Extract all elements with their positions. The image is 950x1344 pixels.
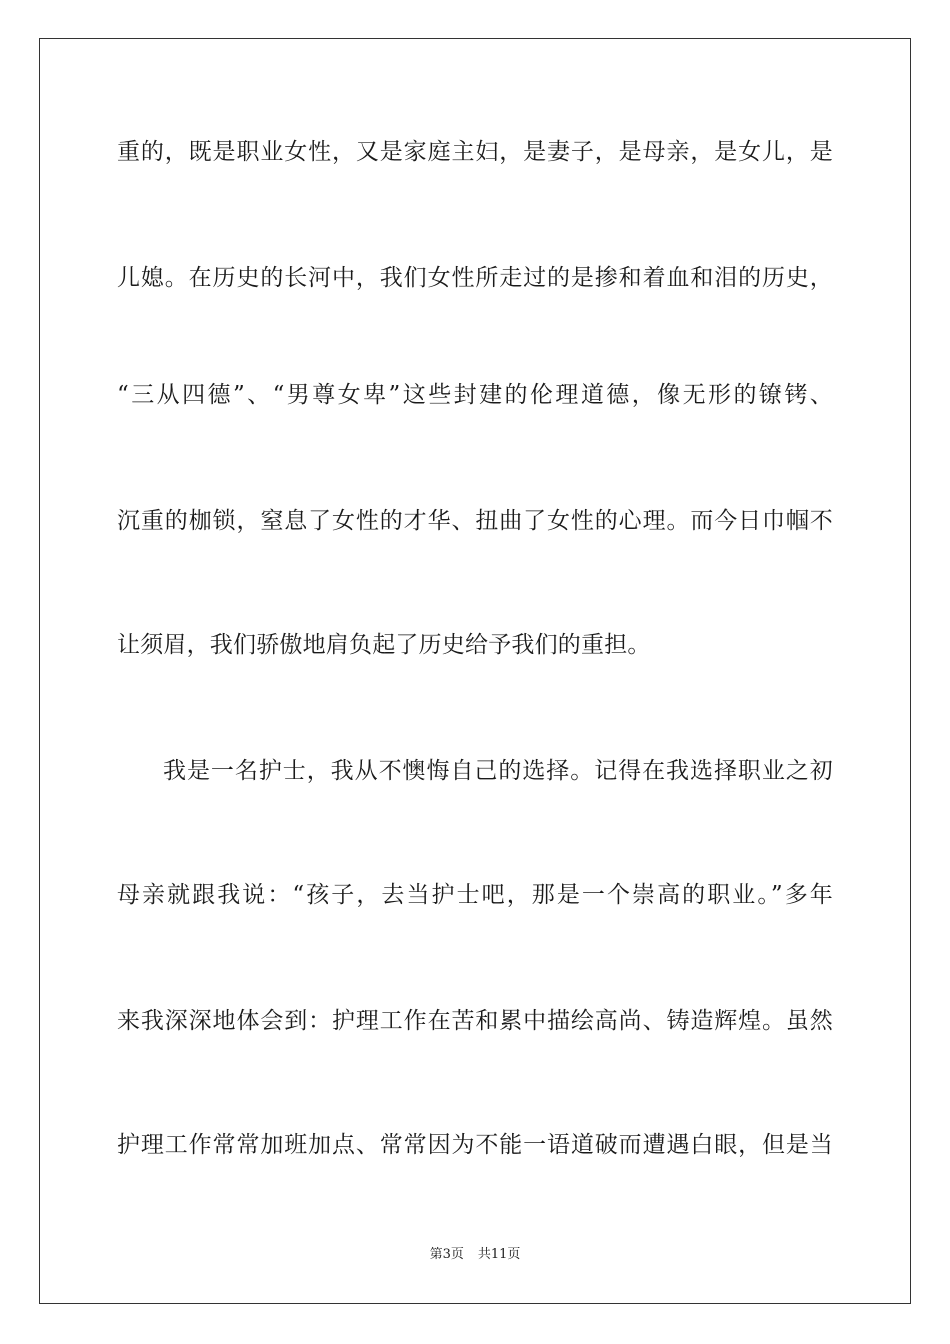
page-total: 共11页 — [477, 1247, 521, 1262]
body-line-8: 来我深深地体会到：护理工作在苦和累中描绘高尚、铸造辉煌。虽然 — [117, 1008, 833, 1034]
body-line-9: 护理工作常常加班加点、常常因为不能一语道破而遭遇白眼，但是当 — [117, 1132, 833, 1158]
body-line-5: 让须眉，我们骄傲地肩负起了历史给予我们的重担。 — [117, 632, 651, 658]
page-border — [39, 38, 911, 1304]
body-line-1: 重的，既是职业女性，又是家庭主妇，是妻子，是母亲，是女儿，是 — [117, 139, 833, 165]
body-line-4: 沉重的枷锁，窒息了女性的才华、扭曲了女性的心理。而今日巾帼不 — [117, 508, 833, 534]
page-number: 第3页 — [429, 1247, 464, 1262]
body-line-6: 我是一名护士，我从不懊悔自己的选择。记得在我选择职业之初 — [163, 758, 833, 784]
page-footer — [0, 1246, 950, 1264]
body-line-7: 母亲就跟我说：“孩子，去当护士吧，那是一个崇高的职业。”多年 — [117, 882, 833, 908]
body-line-2: 儿媳。在历史的长河中，我们女性所走过的是掺和着血和泪的历史， — [117, 265, 833, 291]
body-line-3: “三从四德”、“男尊女卑”这些封建的伦理道德，像无形的镣铐、 — [117, 382, 833, 408]
